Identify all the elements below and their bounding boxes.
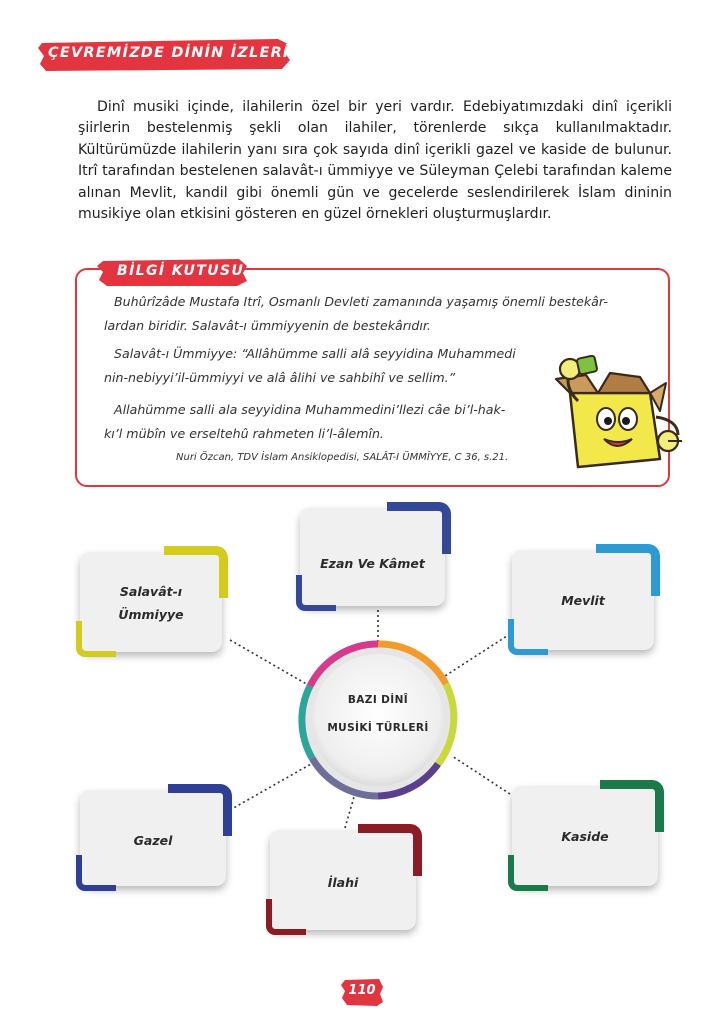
card-corner-accent — [76, 855, 116, 891]
card-label: Ezan Ve Kâmet — [320, 556, 425, 571]
info-line: Buhûrîzâde Mustafa Itrî, Osmanlı Devleti zamanında yaşamış önemli bestekâr- — [114, 294, 608, 309]
intro-paragraph: Dinî musiki içinde, ilahilerin özel bir yeri vardır. Edebiyatımızdaki dinî içerikli şiirlerin bestelenmiş şekli olan ilahiler, törenlerde sıkça kullanılmaktadır. Kültürümüzde ilahilerin yanı sıra çok sayıda dinî içerikli gazel ve kaside de bulunur. Itrî tarafından bestelenen salavât-ı ümmiyye ve Süleyman Çelebi tarafından kaleme alınan Mevlit, kandil gibi önemli gün ve gecelerde seslendirilerek İslam dininin musikiye olan etkisini gösteren en güzel örnekleri oluşturmuşlardır. — [78, 99, 672, 223]
info-line: nin-nebiyyi’il-ümmiyyi ve alâ âlihi ve sahbihî ve sellim.” — [104, 370, 456, 385]
card-corner-accent — [266, 899, 306, 935]
card-gazel — [80, 790, 226, 886]
card-ezan-ve-kamet — [300, 508, 445, 606]
info-line: lardan biridir. Salavât-ı ümmiyyenin de bestekârıdır. — [104, 318, 431, 333]
card-label: Gazel — [133, 833, 173, 848]
center-label — [318, 686, 438, 742]
card-corner-accent — [358, 824, 422, 876]
connector-kaside — [452, 756, 510, 794]
card-label: Salavât-ı Ümmiyye — [118, 584, 184, 622]
card-corner-accent — [296, 575, 336, 611]
card-corner-accent — [387, 502, 451, 554]
card-kaside — [512, 786, 658, 886]
info-box-title: BİLGİ KUTUSU — [117, 263, 245, 279]
card-label: Mevlit — [561, 593, 605, 608]
info-line: Salavât-ı Ümmiyye: “Allâhümme salli alâ seyyidina Muhammedi — [114, 346, 516, 361]
center-label-line2: MUSİKİ TÜRLERİ — [327, 722, 429, 734]
card-corner-accent — [508, 619, 548, 655]
section-title-text: ÇEVREMİZDE DİNİN İZLERİ — [48, 45, 290, 61]
info-line: Allahümme salli ala seyyidina Muhammedini’llezi câe bi’l-hak- — [114, 402, 506, 417]
center-label-line1: BAZI DİNÎ — [347, 694, 409, 706]
card-corner-accent — [76, 621, 116, 657]
card-corner-accent — [508, 855, 548, 891]
page-number — [341, 977, 383, 1007]
card-label: İlahi — [327, 875, 359, 890]
card-salavat-ummiyye — [80, 552, 222, 652]
info-source: Nuri Özcan, TDV İslam Ansiklopedisi, SALÂT-I ÜMMÎYYE, C 36, s.21. — [176, 452, 509, 463]
page-number-text: 110 — [348, 983, 376, 998]
card-mevlit — [512, 550, 654, 650]
card-ilahi — [270, 830, 416, 930]
info-line: kı’l mübîn ve erseltehû rahmeten li’l-âlemîn. — [104, 426, 384, 441]
card-label: Kaside — [561, 829, 609, 844]
